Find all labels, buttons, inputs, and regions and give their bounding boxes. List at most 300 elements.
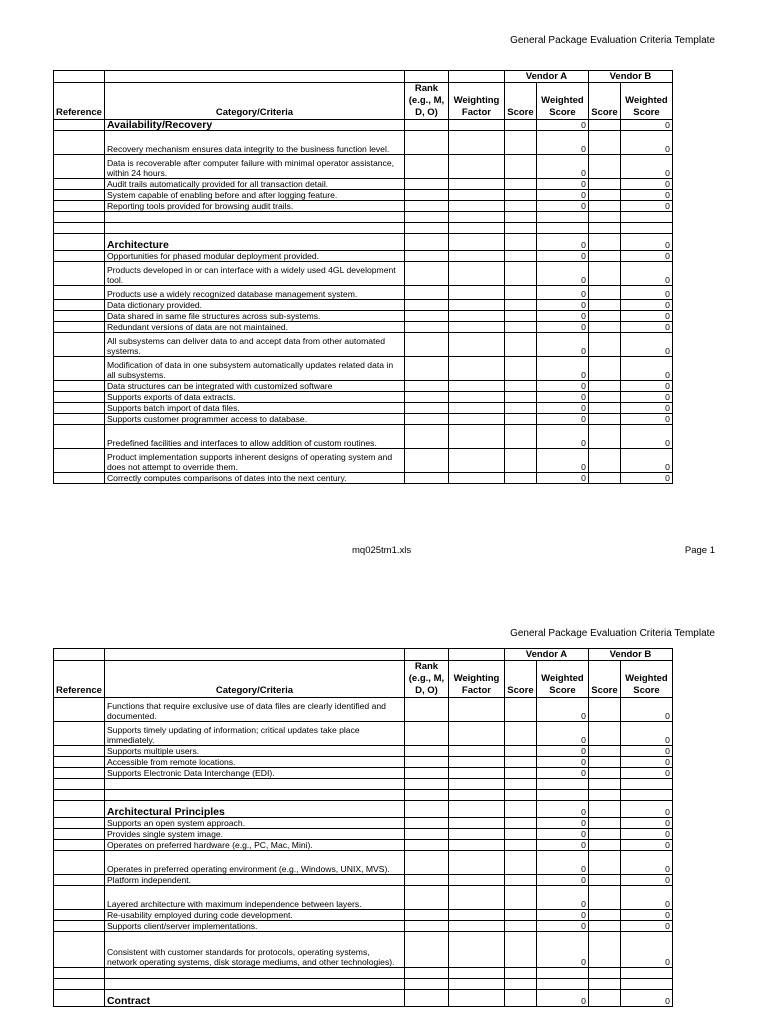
vendor-a-weighted-score-cell: [536, 979, 588, 990]
weighting-header: Weighting Factor: [448, 661, 504, 698]
reference-cell: [54, 179, 105, 190]
criteria-cell: Data is recoverable after computer failure with minimal operator assistance, within 24 hours.: [104, 155, 404, 179]
criteria-cell: Supports an open system approach.: [104, 818, 404, 829]
reference-cell: [54, 131, 105, 155]
criteria-row: [54, 300, 673, 311]
rank-cell: [404, 392, 448, 403]
vendor-a-weighted-score-cell: 0: [536, 910, 588, 921]
vendor-a-score-cell: [504, 190, 536, 201]
vendor-b-score-cell: [588, 190, 620, 201]
vendor-b-weighted-score-cell: 0: [620, 251, 672, 262]
criteria-cell: Contract: [104, 990, 404, 1007]
rank-cell: [404, 120, 448, 131]
reference-cell: [54, 403, 105, 414]
criteria-row: [54, 392, 673, 403]
vendor-a-score-cell: [504, 818, 536, 829]
vendor-a-score-cell: [504, 262, 536, 286]
criteria-row: [54, 381, 673, 392]
vendor-a-score-header: Score: [504, 83, 536, 120]
vendor-a-score-cell: [504, 790, 536, 801]
reference-cell: [54, 449, 105, 473]
reference-cell: [54, 155, 105, 179]
weighting-factor-cell: [448, 403, 504, 414]
reference-cell: [54, 333, 105, 357]
vendor-b-weighted-score-cell: 0: [620, 155, 672, 179]
vendor-b-weighted-score-cell: 0: [620, 473, 672, 484]
vendor-b-score-cell: [588, 979, 620, 990]
criteria-cell: [104, 790, 404, 801]
reference-cell: [54, 201, 105, 212]
vendor-b-score-cell: [588, 286, 620, 300]
vendor-b-weighted-score-cell: 0: [620, 851, 672, 875]
vendor-b-score-cell: [588, 357, 620, 381]
criteria-cell: Supports timely updating of information; critical updates take place immediately.: [104, 722, 404, 746]
weighting-factor-cell: [448, 990, 504, 1007]
vendor-a-weighted-header: Weighted Score: [536, 661, 588, 698]
criteria-cell: Provides single system image.: [104, 829, 404, 840]
vendor-b-weighted-header: Weighted Score: [620, 661, 672, 698]
criteria-cell: Product implementation supports inherent designs of operating system and does not attempt to override them.: [104, 449, 404, 473]
weighting-factor-cell: [448, 768, 504, 779]
weighting-factor-cell: [448, 757, 504, 768]
criteria-cell: Operates in preferred operating environment (e.g., Windows, UNIX, MVS).: [104, 851, 404, 875]
vendor-a-score-cell: [504, 381, 536, 392]
reference-cell: [54, 979, 105, 990]
weighting-factor-cell: [448, 190, 504, 201]
reference-cell: [54, 746, 105, 757]
weighting-factor-cell: [448, 333, 504, 357]
rank-cell: [404, 979, 448, 990]
vendor-b-score-cell: [588, 201, 620, 212]
rank-cell: [404, 262, 448, 286]
criteria-row: [54, 840, 673, 851]
criteria-cell: Audit trails automatically provided for all transaction detail.: [104, 179, 404, 190]
vendor-b-weighted-score-cell: 0: [620, 120, 672, 131]
vendor-a-weighted-score-cell: 0: [536, 120, 588, 131]
rank-cell: [404, 190, 448, 201]
rank-cell: [404, 414, 448, 425]
rank-cell: [404, 746, 448, 757]
vendor-b-score-cell: [588, 262, 620, 286]
vendor-a-score-cell: [504, 120, 536, 131]
vendor-a-score-cell: [504, 251, 536, 262]
vendor-a-weighted-score-cell: 0: [536, 886, 588, 910]
vendor-a-weighted-score-cell: 0: [536, 425, 588, 449]
weighting-factor-cell: [448, 262, 504, 286]
vendor-b-score-cell: [588, 851, 620, 875]
vendor-a-weighted-score-cell: 0: [536, 262, 588, 286]
reference-cell: [54, 223, 105, 234]
vendor-b-score-cell: [588, 768, 620, 779]
weighting-factor-cell: [448, 698, 504, 722]
weighting-factor-cell: [448, 212, 504, 223]
reference-cell: [54, 300, 105, 311]
vendor-b-score-cell: [588, 790, 620, 801]
criteria-cell: [104, 212, 404, 223]
criteria-table-page-2: [53, 648, 673, 1007]
page-2: [0, 572, 768, 1024]
reference-cell: [54, 286, 105, 300]
vendor-b-weighted-score-cell: 0: [620, 840, 672, 851]
vendor-a-score-cell: [504, 851, 536, 875]
rank-cell: [404, 449, 448, 473]
criteria-row: [54, 322, 673, 333]
criteria-cell: Supports multiple users.: [104, 746, 404, 757]
vendor-b-weighted-score-cell: 0: [620, 932, 672, 968]
vendor-b-score-cell: [588, 179, 620, 190]
criteria-row: [54, 449, 673, 473]
vendor-b-header: Vendor B: [588, 71, 672, 83]
vendor-b-score-cell: [588, 155, 620, 179]
vendor-b-score-cell: [588, 223, 620, 234]
rank-cell: [404, 381, 448, 392]
vendor-b-weighted-score-cell: 0: [620, 311, 672, 322]
criteria-cell: [104, 968, 404, 979]
criteria-cell: Supports batch import of data files.: [104, 403, 404, 414]
rank-cell: [404, 910, 448, 921]
vendor-a-weighted-score-cell: [536, 779, 588, 790]
blank-row: [54, 968, 673, 979]
reference-cell: [54, 851, 105, 875]
criteria-cell: All subsystems can deliver data to and accept data from other automated systems.: [104, 333, 404, 357]
vendor-b-weighted-score-cell: 0: [620, 322, 672, 333]
vendor-b-score-header: Score: [588, 661, 620, 698]
vendor-a-score-cell: [504, 840, 536, 851]
blank-row: [54, 223, 673, 234]
weighting-factor-cell: [448, 722, 504, 746]
criteria-row: [54, 698, 673, 722]
reference-cell: [54, 829, 105, 840]
vendor-b-weighted-score-cell: 0: [620, 875, 672, 886]
vendor-b-score-cell: [588, 875, 620, 886]
criteria-row: [54, 921, 673, 932]
weighting-factor-cell: [448, 932, 504, 968]
reference-cell: [54, 120, 105, 131]
vendor-a-score-header: Score: [504, 661, 536, 698]
criteria-row: [54, 414, 673, 425]
vendor-a-score-cell: [504, 322, 536, 333]
criteria-cell: Reporting tools provided for browsing audit trails.: [104, 201, 404, 212]
criteria-row: [54, 333, 673, 357]
vendor-a-weighted-score-cell: 0: [536, 333, 588, 357]
weighting-factor-cell: [448, 425, 504, 449]
criteria-cell: Functions that require exclusive use of data files are clearly identified and documented.: [104, 698, 404, 722]
vendor-b-score-cell: [588, 381, 620, 392]
vendor-a-weighted-score-cell: 0: [536, 829, 588, 840]
reference-cell: [54, 251, 105, 262]
criteria-cell: [104, 223, 404, 234]
criteria-row: [54, 722, 673, 746]
rank-cell: [404, 990, 448, 1007]
vendor-a-score-cell: [504, 403, 536, 414]
footer-filename: mq025tm1.xls: [352, 545, 412, 556]
reference-cell: [54, 262, 105, 286]
criteria-cell: Architectural Principles: [104, 801, 404, 818]
vendor-a-weighted-score-cell: 0: [536, 801, 588, 818]
vendor-a-header: Vendor A: [504, 649, 588, 661]
rank-cell: [404, 179, 448, 190]
rank-header: Rank (e.g., M, D, O): [404, 83, 448, 120]
vendor-a-weighted-score-cell: 0: [536, 357, 588, 381]
criteria-table-page-1: [53, 70, 673, 484]
weighting-factor-cell: [448, 311, 504, 322]
rank-cell: [404, 768, 448, 779]
blank-row: [54, 790, 673, 801]
vendor-a-weighted-score-cell: 0: [536, 381, 588, 392]
criteria-cell: Re-usability employed during code development.: [104, 910, 404, 921]
vendor-b-score-cell: [588, 120, 620, 131]
vendor-a-weighted-score-cell: 0: [536, 131, 588, 155]
vendor-a-score-cell: [504, 768, 536, 779]
category-row: [54, 801, 673, 818]
rank-cell: [404, 201, 448, 212]
vendor-b-score-cell: [588, 131, 620, 155]
reference-cell: [54, 779, 105, 790]
reference-cell: [54, 921, 105, 932]
vendor-a-weighted-score-cell: 0: [536, 875, 588, 886]
criteria-cell: Predefined facilities and interfaces to allow addition of custom routines.: [104, 425, 404, 449]
rank-cell: [404, 131, 448, 155]
vendor-b-score-cell: [588, 818, 620, 829]
header-row: [54, 661, 673, 698]
vendor-b-score-cell: [588, 212, 620, 223]
rank-header: Rank (e.g., M, D, O): [404, 661, 448, 698]
vendor-a-score-cell: [504, 212, 536, 223]
criteria-row: [54, 155, 673, 179]
vendor-b-score-cell: [588, 311, 620, 322]
vendor-b-score-header: Score: [588, 83, 620, 120]
vendor-b-weighted-score-cell: 0: [620, 333, 672, 357]
vendor-a-weighted-score-cell: 0: [536, 392, 588, 403]
weighting-factor-cell: [448, 851, 504, 875]
vendor-b-score-cell: [588, 333, 620, 357]
category-row: [54, 120, 673, 131]
vendor-b-score-cell: [588, 968, 620, 979]
weighting-factor-cell: [448, 968, 504, 979]
vendor-b-score-cell: [588, 322, 620, 333]
criteria-row: [54, 190, 673, 201]
vendor-a-score-cell: [504, 757, 536, 768]
reference-cell: [54, 818, 105, 829]
criteria-row: [54, 829, 673, 840]
criteria-row: [54, 251, 673, 262]
reference-header: Reference: [54, 661, 105, 698]
vendor-a-score-cell: [504, 155, 536, 179]
criteria-cell: [104, 779, 404, 790]
vendor-a-weighted-score-cell: 0: [536, 234, 588, 251]
rank-cell: [404, 698, 448, 722]
criteria-cell: Platform independent.: [104, 875, 404, 886]
criteria-row: [54, 910, 673, 921]
weighting-factor-cell: [448, 886, 504, 910]
weighting-factor-cell: [448, 392, 504, 403]
vendor-a-weighted-score-cell: 0: [536, 746, 588, 757]
criteria-row: [54, 757, 673, 768]
vendor-b-weighted-score-cell: 0: [620, 768, 672, 779]
vendor-b-score-cell: [588, 300, 620, 311]
rank-cell: [404, 223, 448, 234]
rank-cell: [404, 155, 448, 179]
criteria-cell: System capable of enabling before and after logging feature.: [104, 190, 404, 201]
criteria-cell: Operates on preferred hardware (e.g., PC, Mac, Mini).: [104, 840, 404, 851]
reference-cell: [54, 757, 105, 768]
vendor-b-weighted-score-cell: 0: [620, 449, 672, 473]
criteria-cell: Supports Electronic Data Interchange (EDI).: [104, 768, 404, 779]
vendor-a-weighted-score-cell: 0: [536, 449, 588, 473]
vendor-a-score-cell: [504, 223, 536, 234]
vendor-a-weighted-score-cell: 0: [536, 251, 588, 262]
vendor-a-score-cell: [504, 392, 536, 403]
category-row: [54, 234, 673, 251]
vendor-a-score-cell: [504, 990, 536, 1007]
blank-row: [54, 212, 673, 223]
vendor-b-weighted-score-cell: 0: [620, 201, 672, 212]
page-title: General Package Evaluation Criteria Template: [510, 628, 715, 639]
rank-cell: [404, 932, 448, 968]
vendor-a-weighted-score-cell: 0: [536, 851, 588, 875]
header-vendor-row: [54, 71, 673, 83]
vendor-a-score-cell: [504, 886, 536, 910]
rank-cell: [404, 779, 448, 790]
weighting-factor-cell: [448, 779, 504, 790]
rank-cell: [404, 818, 448, 829]
category-row: [54, 990, 673, 1007]
vendor-a-weighted-score-cell: 0: [536, 286, 588, 300]
vendor-b-weighted-score-cell: 0: [620, 886, 672, 910]
rank-cell: [404, 234, 448, 251]
reference-cell: [54, 190, 105, 201]
reference-cell: [54, 790, 105, 801]
criteria-row: [54, 179, 673, 190]
vendor-a-weighted-header: Weighted Score: [536, 83, 588, 120]
vendor-a-score-cell: [504, 425, 536, 449]
vendor-a-weighted-score-cell: 0: [536, 768, 588, 779]
criteria-cell: Consistent with customer standards for protocols, operating systems, network operating systems, disk storage mediums, and other technologies).: [104, 932, 404, 968]
rank-cell: [404, 425, 448, 449]
vendor-b-score-cell: [588, 722, 620, 746]
rank-cell: [404, 968, 448, 979]
weighting-factor-cell: [448, 201, 504, 212]
vendor-a-score-cell: [504, 286, 536, 300]
page-title: General Package Evaluation Criteria Template: [510, 35, 715, 46]
weighting-factor-cell: [448, 818, 504, 829]
vendor-a-weighted-score-cell: 0: [536, 190, 588, 201]
vendor-b-score-cell: [588, 801, 620, 818]
criteria-cell: Correctly computes comparisons of dates into the next century.: [104, 473, 404, 484]
criteria-cell: Data structures can be integrated with customized software: [104, 381, 404, 392]
vendor-b-score-cell: [588, 403, 620, 414]
vendor-a-score-cell: [504, 449, 536, 473]
criteria-row: [54, 286, 673, 300]
vendor-b-weighted-score-cell: 0: [620, 179, 672, 190]
rank-cell: [404, 322, 448, 333]
rank-cell: [404, 840, 448, 851]
vendor-a-score-cell: [504, 179, 536, 190]
weighting-factor-cell: [448, 357, 504, 381]
vendor-b-weighted-header: Weighted Score: [620, 83, 672, 120]
vendor-a-score-cell: [504, 473, 536, 484]
reference-cell: [54, 840, 105, 851]
criteria-cell: Modification of data in one subsystem automatically updates related data in all subsystems.: [104, 357, 404, 381]
reference-cell: [54, 322, 105, 333]
vendor-b-score-cell: [588, 910, 620, 921]
criteria-row: [54, 473, 673, 484]
vendor-a-score-cell: [504, 722, 536, 746]
vendor-a-score-cell: [504, 311, 536, 322]
vendor-a-weighted-score-cell: 0: [536, 201, 588, 212]
weighting-factor-cell: [448, 381, 504, 392]
weighting-factor-cell: [448, 910, 504, 921]
vendor-a-score-cell: [504, 921, 536, 932]
reference-cell: [54, 357, 105, 381]
vendor-b-score-cell: [588, 840, 620, 851]
criteria-cell: Opportunities for phased modular deployment provided.: [104, 251, 404, 262]
header-vendor-row: [54, 649, 673, 661]
vendor-b-weighted-score-cell: 0: [620, 698, 672, 722]
vendor-a-weighted-score-cell: [536, 223, 588, 234]
criteria-cell: Architecture: [104, 234, 404, 251]
vendor-b-weighted-score-cell: [620, 979, 672, 990]
vendor-b-score-cell: [588, 779, 620, 790]
rank-cell: [404, 851, 448, 875]
vendor-b-score-cell: [588, 698, 620, 722]
rank-cell: [404, 311, 448, 322]
rank-cell: [404, 333, 448, 357]
criteria-row: [54, 932, 673, 968]
vendor-a-score-cell: [504, 779, 536, 790]
weighting-factor-cell: [448, 300, 504, 311]
vendor-a-weighted-score-cell: 0: [536, 473, 588, 484]
vendor-b-weighted-score-cell: 0: [620, 357, 672, 381]
criteria-row: [54, 201, 673, 212]
vendor-b-weighted-score-cell: [620, 790, 672, 801]
vendor-b-weighted-score-cell: 0: [620, 910, 672, 921]
vendor-a-score-cell: [504, 333, 536, 357]
rank-cell: [404, 875, 448, 886]
criteria-cell: Availability/Recovery: [104, 120, 404, 131]
criteria-row: [54, 768, 673, 779]
criteria-row: [54, 818, 673, 829]
footer-page-number: Page 1: [684, 545, 715, 556]
criteria-cell: Accessible from remote locations.: [104, 757, 404, 768]
vendor-a-weighted-score-cell: 0: [536, 300, 588, 311]
criteria-cell: Supports client/server implementations.: [104, 921, 404, 932]
criteria-row: [54, 425, 673, 449]
vendor-b-score-cell: [588, 473, 620, 484]
reference-cell: [54, 722, 105, 746]
vendor-b-weighted-score-cell: 0: [620, 829, 672, 840]
weighting-factor-cell: [448, 414, 504, 425]
vendor-b-score-cell: [588, 746, 620, 757]
vendor-a-weighted-score-cell: 0: [536, 403, 588, 414]
rank-cell: [404, 251, 448, 262]
vendor-b-weighted-score-cell: 0: [620, 990, 672, 1007]
criteria-cell: Layered architecture with maximum independence between layers.: [104, 886, 404, 910]
reference-cell: [54, 381, 105, 392]
reference-cell: [54, 392, 105, 403]
rank-cell: [404, 921, 448, 932]
vendor-b-weighted-score-cell: 0: [620, 392, 672, 403]
rank-cell: [404, 886, 448, 910]
weighting-factor-cell: [448, 801, 504, 818]
vendor-b-weighted-score-cell: 0: [620, 403, 672, 414]
weighting-factor-cell: [448, 979, 504, 990]
vendor-a-score-cell: [504, 414, 536, 425]
vendor-a-score-cell: [504, 698, 536, 722]
weighting-factor-cell: [448, 322, 504, 333]
reference-cell: [54, 801, 105, 818]
weighting-factor-cell: [448, 746, 504, 757]
